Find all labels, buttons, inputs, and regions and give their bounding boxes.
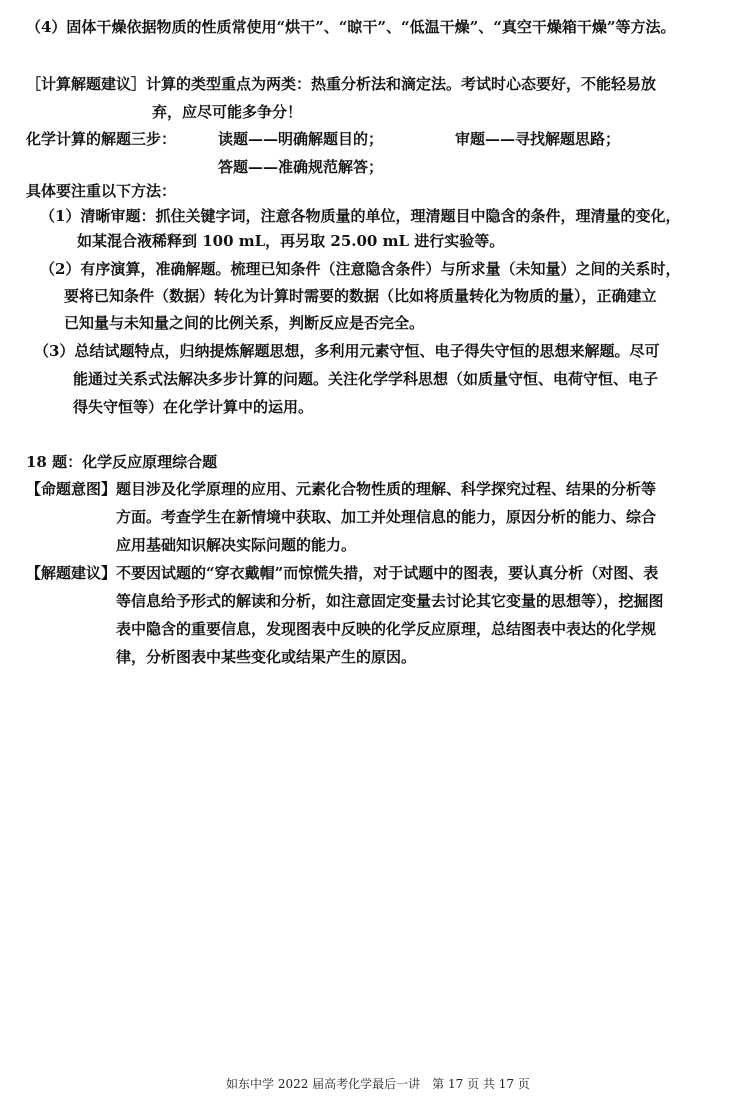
q18-intent-line1: 【命题意图】题目涉及化学原理的应用、元素化合物性质的理解、科学探究过程、结果的分析等 xyxy=(26,480,657,498)
drying-methods-item: （4）固体干燥依据物质的性质常使用“烘干”、“晾干”、“低温干燥”、“真空干燥箱干燥”等方法。 xyxy=(26,18,676,36)
q18-advice-line1: 【解题建议】不要因试题的“穿衣戴帽”而惊慌失措，对于试题中的图表，要认真分析（对图、表 xyxy=(26,564,659,582)
calc-step-review: 审题——寻找解题思路； xyxy=(455,130,621,148)
method1-line1: （1）清晰审题：抓住关键字词，注意各物质量的单位，理清题目中隐含的条件，理清量的变化， xyxy=(40,207,681,225)
q18-title: 18 题：化学反应原理综合题 xyxy=(26,453,218,471)
calc-advice-line1: ［计算解题建议］计算的类型重点为两类：热重分析法和滴定法。考试时心态要好，不能轻易放 xyxy=(26,75,657,93)
q18-intent-line3: 应用基础知识解决实际问题的能力。 xyxy=(116,536,357,554)
calc-step-read: 读题——明确解题目的； xyxy=(218,130,384,148)
q18-advice-line4: 律，分析图表中某些变化或结果产生的原因。 xyxy=(116,648,417,666)
method2-line1: （2）有序演算，准确解题。梳理已知条件（注意隐含条件）与所求量（未知量）之间的关系时， xyxy=(40,260,681,278)
method3-line3: 得失守恒等）在化学计算中的运用。 xyxy=(73,398,314,416)
q18-intent-line2: 方面。考查学生在新情境中获取、加工并处理信息的能力，原因分析的能力、综合 xyxy=(116,508,657,526)
calc-advice-line2: 弃，应尽可能多争分！ xyxy=(152,103,303,121)
calc-steps-title: 化学计算的解题三步： xyxy=(26,130,177,148)
method3-line2: 能通过关系式法解决多步计算的问题。关注化学学科思想（如质量守恒、电荷守恒、电子 xyxy=(73,370,659,388)
method1-line2: 如某混合液稀释到 100 mL，再另取 25.00 mL 进行实验等。 xyxy=(77,232,505,250)
q18-advice-line2: 等信息给予形式的解读和分析，如注意固定变量去讨论其它变量的思想等），挖掘图 xyxy=(116,592,664,610)
method2-line3: 已知量与未知量之间的比例关系，判断反应是否完全。 xyxy=(64,314,425,332)
calc-methods-title: 具体要注重以下方法： xyxy=(26,182,177,200)
method3-line1: （3）总结试题特点，归纳提炼解题思想，多利用元素守恒、电子得失守恒的思想来解题。尽可 xyxy=(34,342,660,360)
method2-line2: 要将已知条件（数据）转化为计算时需要的数据（比如将质量转化为物质的量），正确建立 xyxy=(64,287,657,305)
calc-step-answer: 答题——准确规范解答； xyxy=(218,158,384,176)
q18-advice-line3: 表中隐含的重要信息，发现图表中反映的化学反应原理，总结图表中表达的化学规 xyxy=(116,620,657,638)
page-footer: 如东中学 2022 届高考化学最后一讲 第 17 页 共 17 页 xyxy=(226,1077,530,1091)
